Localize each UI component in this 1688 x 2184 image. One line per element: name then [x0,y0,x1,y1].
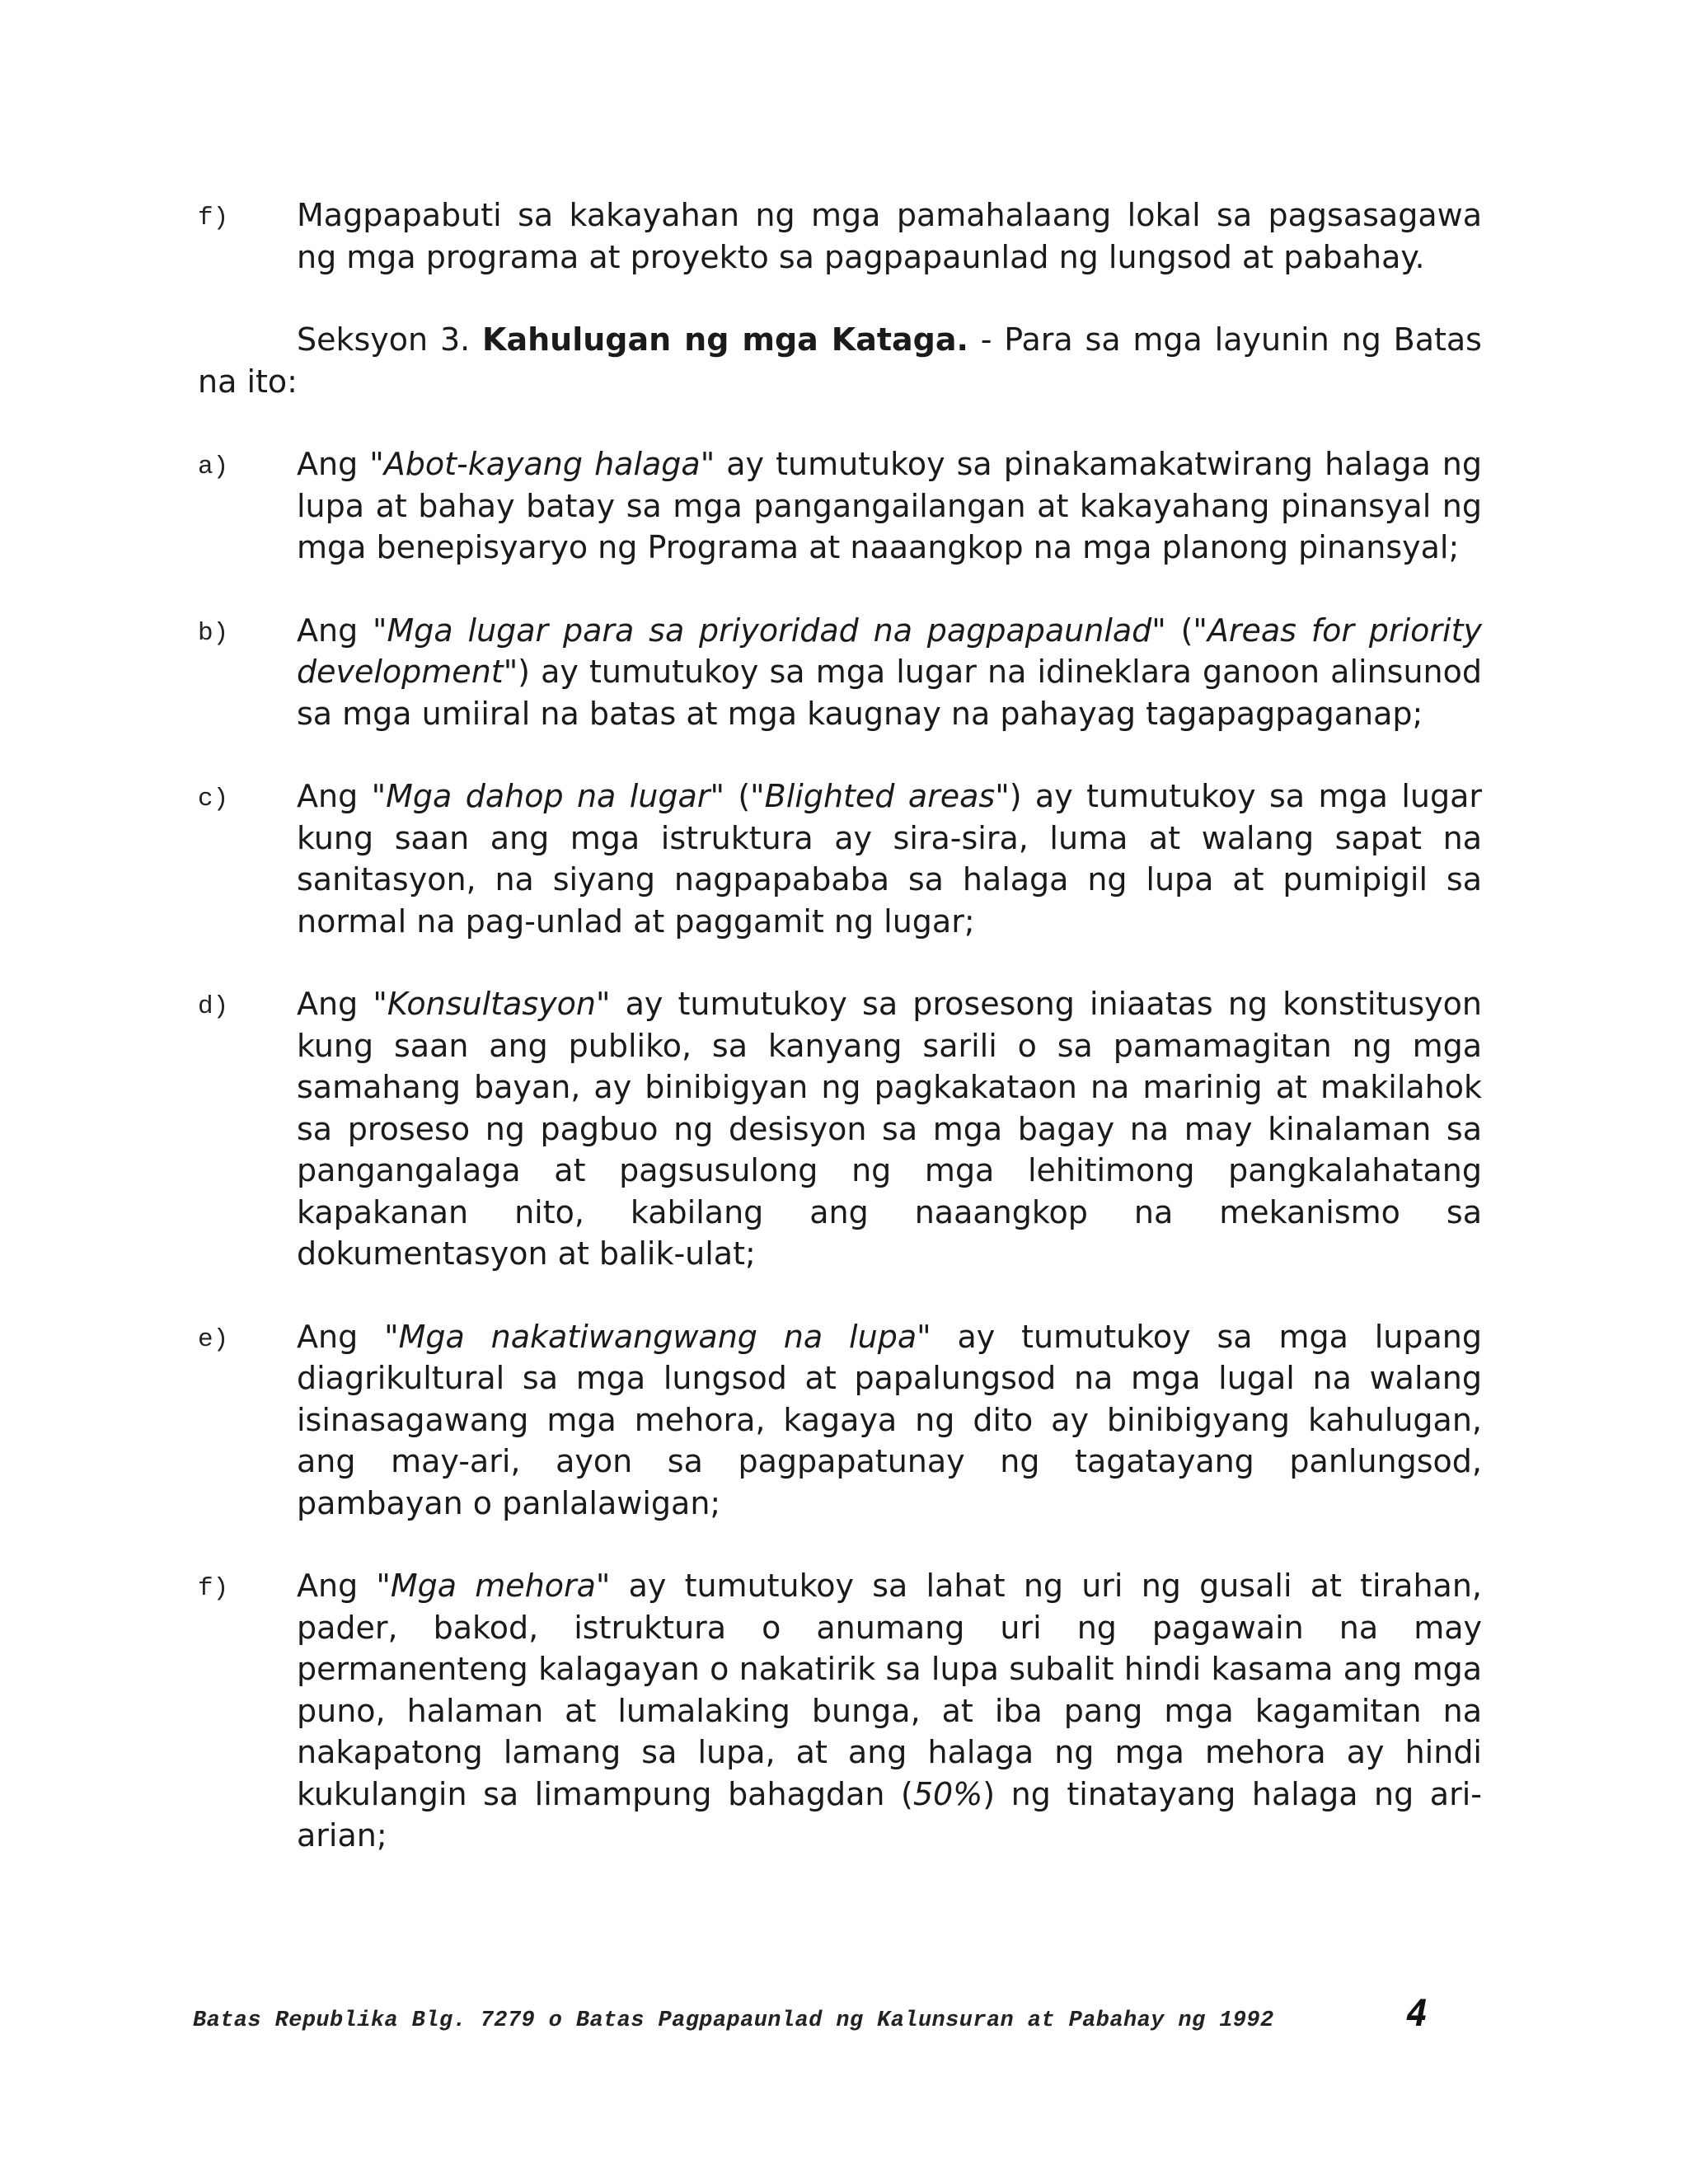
text-run: " ay tumutukoy sa pinakamakatwirang halaga ng lupa at bahay batay sa mga pangangailangan at kakayahang pinansyal ng mga benepisyaryo ng Programa at naaangkop na mga planong pinansyal; [297,446,1482,565]
definition-text [297,443,1482,569]
definition-text [297,1565,1482,1857]
text-run: Ang " [297,446,384,482]
text-run: ") ay tumutukoy sa mga lugar kung saan ang mga istruktura ay sira-sira, luma at walang sapat na sanitasyon, na siyang nagpapababa sa halaga ng lupa at pumipigil sa normal na pag-unlad at paggamit ng lugar; [297,778,1482,940]
page-footer: Batas Republika Blg. 7279 o Batas Pagpapaunlad ng Kalunsuran at Pabahay ng 1992 [193,2008,1274,2033]
text-run: ) ng tinatayang halaga ng ari-arian; [297,1775,1482,1854]
text-run: " (" [1151,612,1207,649]
definition-item-c [198,776,1482,942]
definition-item-e [198,1316,1482,1525]
italic-term: Mga nakatiwangwang na lupa [398,1318,917,1355]
definition-item-d [198,983,1482,1275]
italic-term: 50% [912,1775,983,1812]
text-run: " ay tumutukoy sa lahat ng uri ng gusali at tirahan, pader, bakod, istruktura o anumang uri ng pagawain na may permanenteng kalagayan o nakatirik sa lupa subalit hindi kasama ang mga puno, halaman at lumalaking bunga, at iba pang mga kagamitan na nakapatong lamang sa lupa, at ang halaga ng mga mehora ay hindi kukulangin sa limampung bahagdan ( [297,1568,1482,1812]
list-marker: f) [198,1574,229,1603]
list-marker: c) [198,785,229,813]
list-marker: b) [198,618,229,648]
document-body [198,194,1482,1857]
text-run: Ang " [297,1568,391,1604]
italic-term: Blighted areas [764,778,996,814]
section-heading: Kahulugan ng mga Kataga. [482,321,968,358]
text-run: Ang " [297,1318,399,1355]
definition-text [297,1316,1482,1525]
text-run: ") ay tumutukoy sa mga lugar na idineklara ganoon alinsunod sa mga umiiral na batas at mga kaugnay na pahayag tagapagpaganap; [297,654,1482,732]
italic-term: Konsultasyon [387,986,596,1022]
list-marker: d) [198,992,229,1021]
section-paragraph [198,319,1482,402]
text-run: Ang " [297,612,387,649]
italic-term: Areas for priority development [297,612,1482,690]
italic-term: Abot-kayang halaga [383,446,701,482]
page-number: 4 [1406,1993,1428,2035]
definition-text [297,983,1482,1275]
italic-term: Mga mehora [390,1568,596,1604]
text-run: " ay tumutukoy sa prosesong iniaatas ng konstitusyon kung saan ang publiko, sa kanyang sarili o sa pamamagitan ng mga samahang bayan, ay binibigyan ng pagkakataon na marinig at makilahok sa proseso ng pagbuo ng desisyon sa mga bagay na may kinalaman sa pangangalaga at pagsusulong ng mga lehitimong pangkalahatang kapakanan nito, kabilang ang naaangkop na mekanismo sa dokumentasyon at balik-ulat; [297,986,1482,1272]
text-run: Ang " [297,778,387,814]
text-run: Ang " [297,986,387,1022]
list-marker: f) [198,204,229,232]
list-item-text [297,194,1482,278]
list-item-f-intro [198,194,1482,278]
list-marker: e) [198,1324,229,1354]
section-intro: - Para sa mga layunin ng Batas na ito: [198,321,1482,400]
definition-text [297,776,1482,942]
text-run: " ay tumutukoy sa mga lupang diagrikultural sa mga lungsod at papalungsod na mga lugal na walang isinasagawang mga mehora, kagaya ng dito ay binibigyang kahulugan, ang may-ari, ayon sa pagpapatunay ng tagatayang panlungsod, pambayan o panlalawigan; [297,1318,1483,1521]
text-run: " (" [710,778,765,814]
definition-item-f [198,1565,1482,1857]
section-prefix: Seksyon 3. [297,321,483,358]
definition-item-a [198,443,1482,569]
italic-term: Mga dahop na lugar [386,778,710,814]
text-run: Magpapabuti sa kakayahan ng mga pamahalaang lokal sa pagsasagawa ng mga programa at proyekto sa pagpapaunlad ng lungsod at pabahay. [297,197,1482,275]
definition-text [297,610,1482,735]
definition-item-b [198,610,1482,735]
list-marker: a) [198,452,229,481]
italic-term: Mga lugar para sa priyoridad na pagpapaunlad [387,612,1152,649]
